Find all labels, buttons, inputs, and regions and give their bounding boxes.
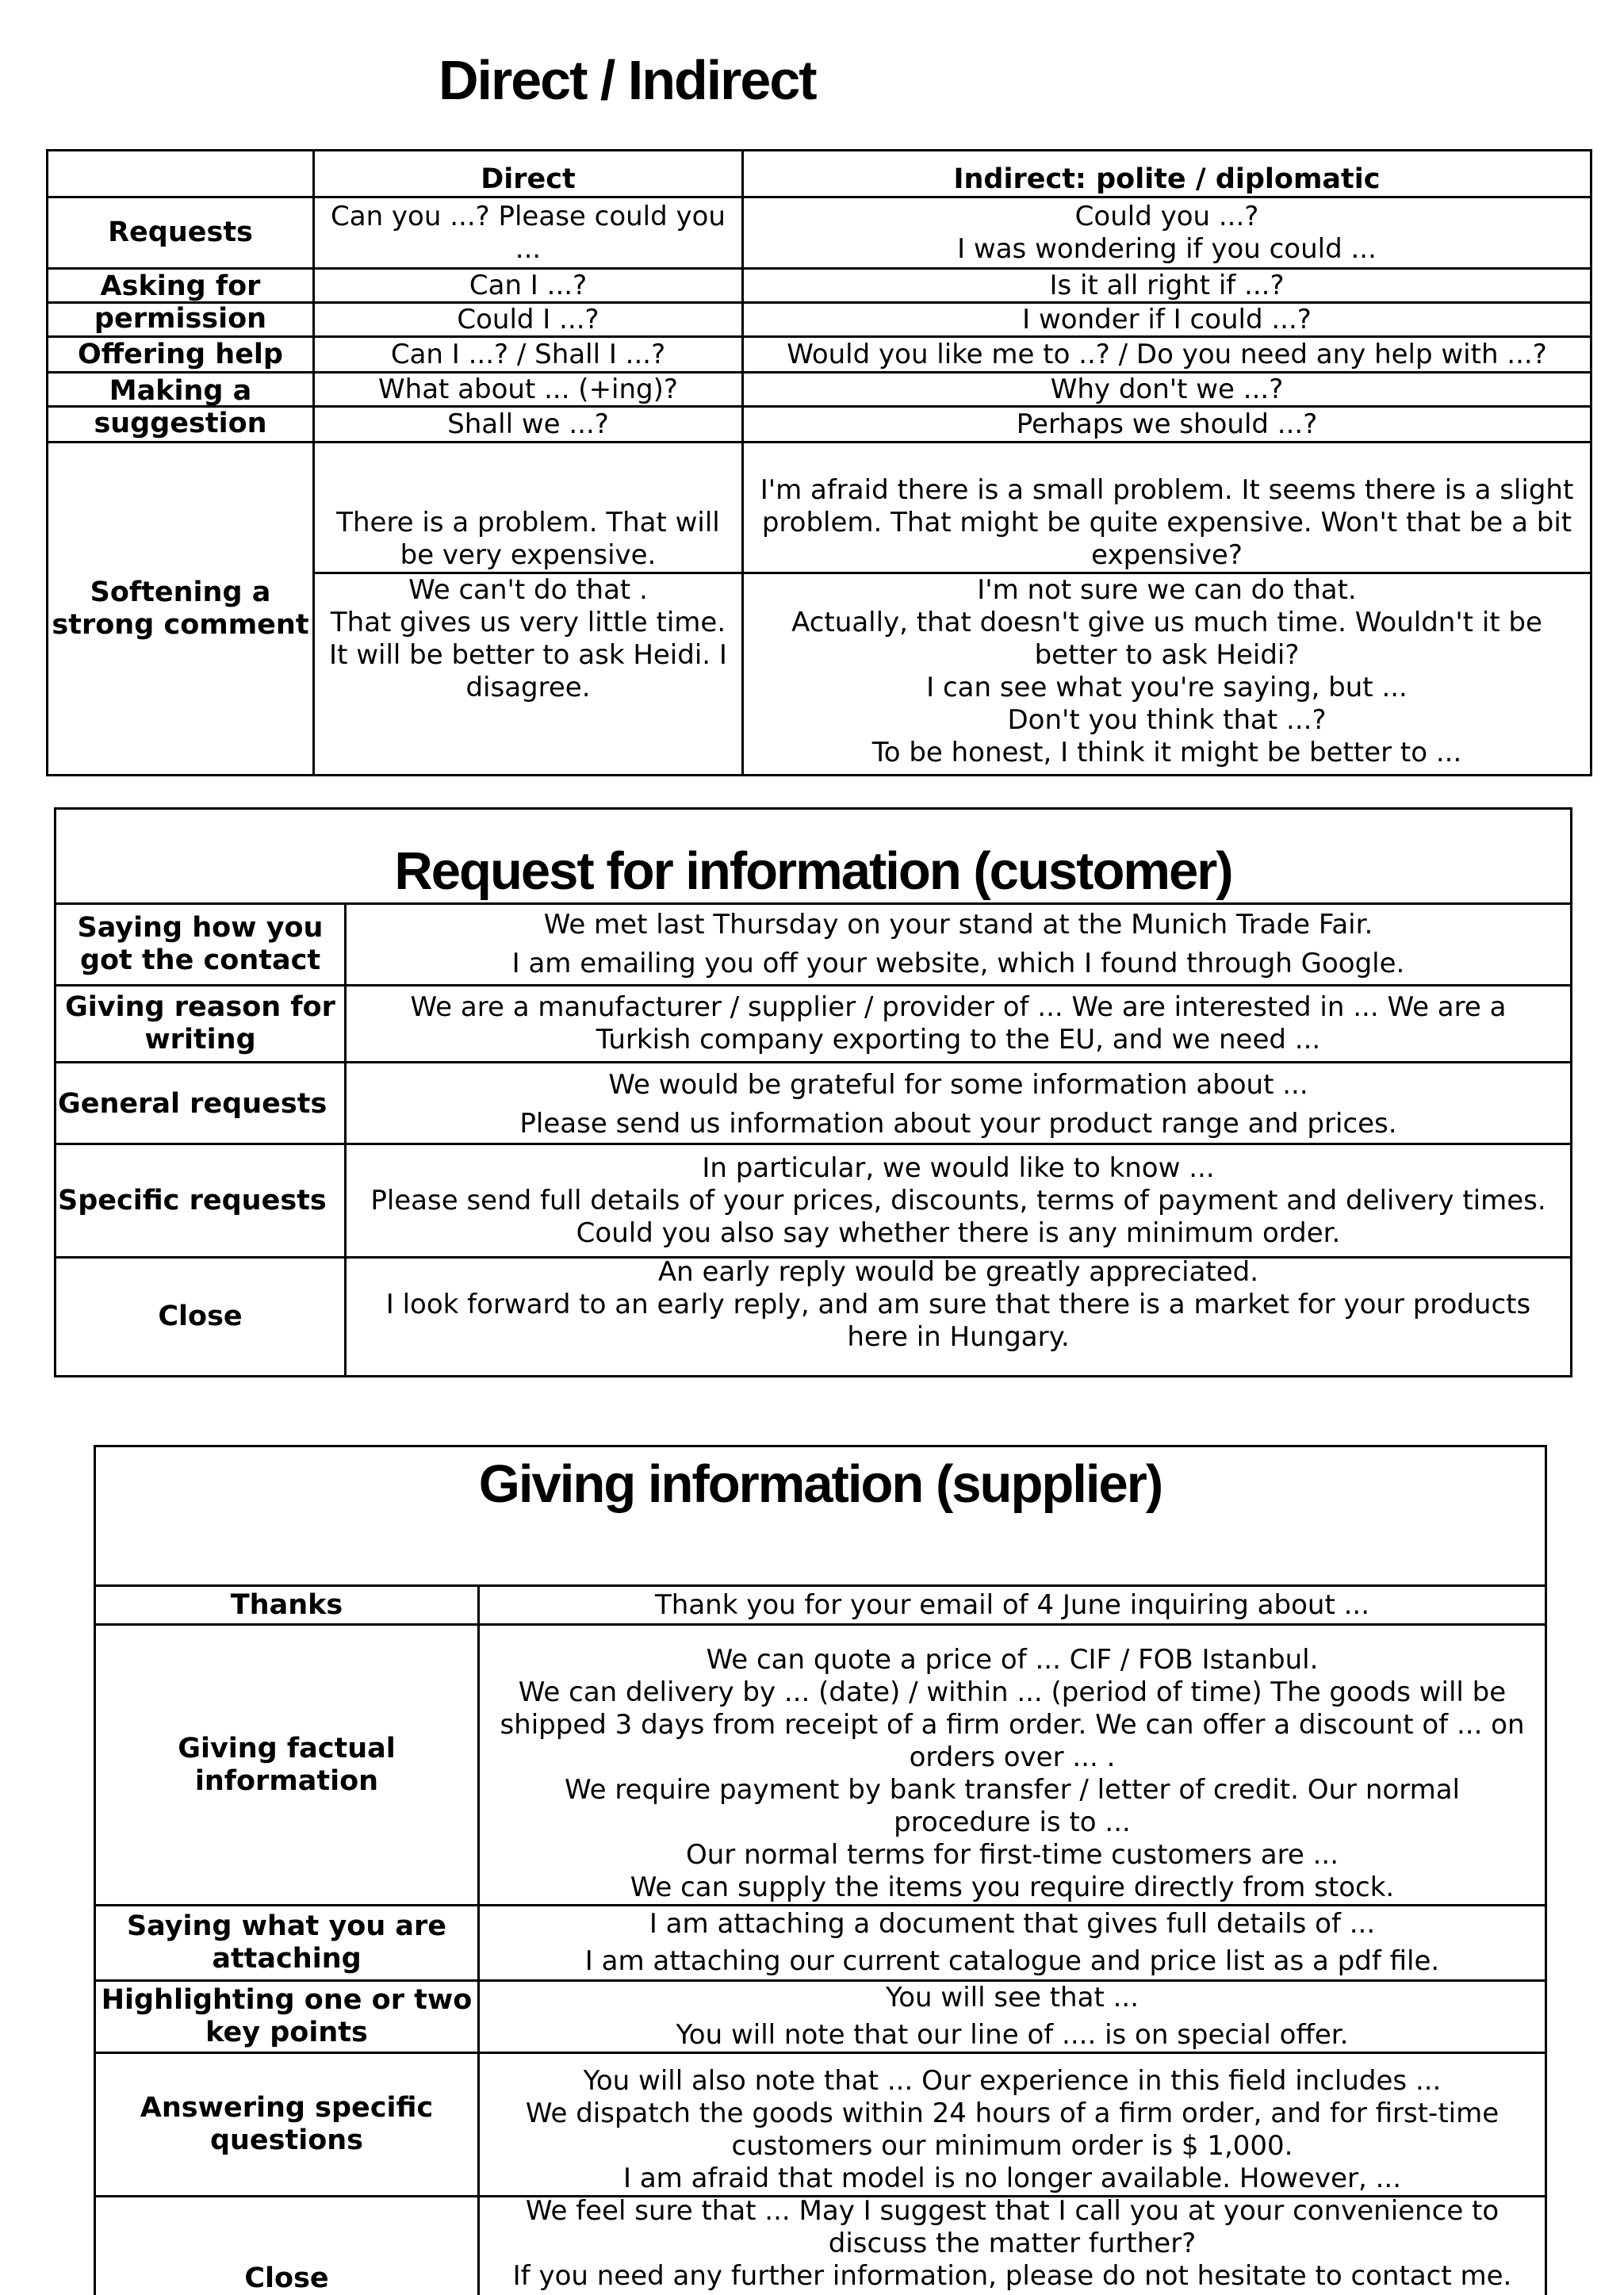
row-label-making-suggestion: Making a suggestion <box>94 374 267 439</box>
column-header-indirect: Indirect: polite / diplomatic <box>953 163 1381 195</box>
row-label-highlighting-key-points: Highlighting one or two key points <box>101 1984 473 2048</box>
suggestion-indirect-2: Perhaps we should ...? <box>1016 408 1318 440</box>
softening-indirect-1: I'm afraid there is a small problem. It seems there is a slight problem. That might be quite expensive. Won't that be a bit expensive? <box>760 474 1574 571</box>
requests-direct: Can you ...? Please could you ... <box>331 200 726 265</box>
suggestion-indirect-1: Why don't we ...? <box>1050 374 1284 405</box>
softening-direct-2: We can't do that . That gives us very little time. It will be better to ask Heidi. I disagree. <box>329 574 727 703</box>
row-label-close-supplier: Close <box>244 2262 329 2294</box>
column-header-direct: Direct <box>481 163 576 195</box>
row-text-how-got-contact: We met last Thursday on your stand at the Munich Trade Fair. I am emailing you off your website, which I found through Google. <box>511 909 1405 979</box>
page-title: Direct / Indirect <box>439 49 816 111</box>
suggestion-direct-2: Shall we ...? <box>447 408 609 440</box>
section-title-request-information: Request for information (customer) <box>394 841 1232 901</box>
row-label-asking-permission: Asking for permission <box>94 270 267 335</box>
row-text-close-customer: An early reply would be greatly appreciated. I look forward to an early reply, and am sure that there is a market for your products here in Hungary. <box>385 1256 1531 1353</box>
row-text-close-supplier: We feel sure that ... May I suggest that I call you at your convenience to discuss the matter further? If you need any further information, please do not hesitate to contact me. <box>512 2195 1512 2292</box>
row-label-factual-information: Giving factual information <box>178 1732 396 1797</box>
row-label-requests: Requests <box>108 216 253 248</box>
row-label-offering-help: Offering help <box>78 338 283 370</box>
permission-direct-2: Could I ...? <box>457 304 599 335</box>
row-label-attaching: Saying what you are attaching <box>126 1910 447 1975</box>
row-text-factual-information: We can quote a price of ... CIF / FOB Istanbul. We can delivery by ... (date) / within ... (period of time) The goods will be shipped 3 days from receipt of a firm order. We can offer a discount of ... on orders over ... . We require payment by bank transfer / letter of credit. Our normal procedure is to ... Our normal terms for first-time customers are ... We can supply the items you require directly from stock. <box>500 1644 1525 1903</box>
offering-indirect: Would you like me to ..? / Do you need any help with ...? <box>787 338 1547 370</box>
row-label-specific-requests: Specific requests <box>58 1184 327 1216</box>
row-text-attaching: I am attaching a document that gives full details of ... I am attaching our current catalogue and price list as a pdf file. <box>584 1908 1440 1977</box>
row-label-thanks: Thanks <box>230 1588 343 1621</box>
softening-direct-1: There is a problem. That will be very expensive. <box>336 507 720 571</box>
softening-indirect-2: I'm not sure we can do that. Actually, that doesn't give us much time. Wouldn't it be better to ask Heidi? I can see what you're saying, but ... Don't you think that ...? To be honest, I think it might be better to ... <box>791 574 1542 768</box>
row-text-answering-questions: You will also note that ... Our experience in this field includes ... We dispatch the goods within 24 hours of a firm order, and for first-time customers our minimum order is $ 1,000. I am afraid that model is no longer available. However, ... <box>525 2065 1500 2194</box>
row-text-thanks: Thank you for your email of 4 June inquiring about ... <box>655 1588 1369 1621</box>
row-label-general-requests: General requests <box>58 1088 327 1120</box>
row-label-softening-comment: Softening a strong comment <box>52 576 309 641</box>
row-text-reason-for-writing: We are a manufacturer / supplier / provider of ... We are interested in ... We are a Turkish company exporting to the EU, and we need ... <box>410 991 1507 1056</box>
permission-indirect-1: Is it all right if ...? <box>1049 270 1285 301</box>
row-text-specific-requests: In particular, we would like to know ... Please send full details of your prices, discounts, terms of payment and delivery times. Could you also say whether there is any minimum order. <box>370 1151 1546 1249</box>
row-label-how-got-contact: Saying how you got the contact <box>77 912 324 976</box>
permission-indirect-2: I wonder if I could ...? <box>1022 304 1312 335</box>
permission-direct-1: Can I ...? <box>469 270 588 301</box>
row-label-reason-for-writing: Giving reason for writing <box>65 991 335 1056</box>
section-title-giving-information: Giving information (supplier) <box>478 1454 1162 1514</box>
row-text-highlighting-key-points: You will see that ... You will note that our line of .... is on special offer. <box>676 1982 1349 2051</box>
suggestion-direct-1: What about ... (+ing)? <box>378 374 678 405</box>
row-label-answering-questions: Answering specific questions <box>140 2092 434 2156</box>
row-text-general-requests: We would be grateful for some information about ... Please send us information about your product range and prices. <box>519 1068 1397 1140</box>
requests-indirect: Could you ...? I was wondering if you could ... <box>957 200 1377 265</box>
offering-direct: Can I ...? / Shall I ...? <box>390 338 666 370</box>
row-label-close-customer: Close <box>158 1301 243 1332</box>
